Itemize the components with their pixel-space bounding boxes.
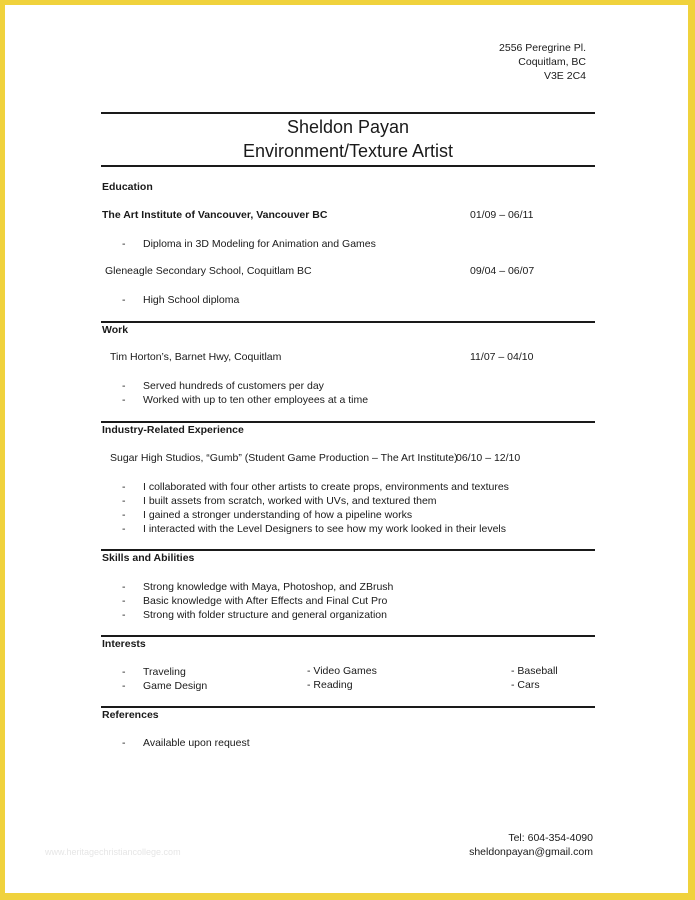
work-employer: Tim Horton’s, Barnet Hwy, Coquitlam [110,351,282,363]
watermark: www.heritagechristiancollege.com [45,847,181,857]
interests-heading: Interests [102,638,146,650]
bullet-dash: - [122,394,126,406]
bullet-dash: - [122,609,126,621]
industry-heading: Industry-Related Experience [102,424,244,436]
address-block [499,41,586,83]
list-item-text: Strong knowledge with Maya, Photoshop, and ZBrush [143,581,394,593]
references-heading: References [102,709,159,721]
bullet-dash: - [122,680,126,692]
bullet-dash: - [122,380,126,392]
section-rule [101,321,595,323]
list-item-text: Traveling [143,666,186,678]
address-line-3: V3E 2C4 [543,70,586,82]
list-item-text: Diploma in 3D Modeling for Animation and Games [143,238,376,250]
work-dates: 11/07 – 04/10 [470,351,534,363]
list-item-text: I collaborated with four other artists to create props, environments and textures [143,481,509,493]
contact-email[interactable]: sheldonpayan@gmail.com [469,846,593,858]
interest-item: - Video Games [307,665,377,677]
section-rule [101,635,595,637]
bullet-dash: - [122,595,126,607]
section-rule [101,549,595,551]
bullet-dash: - [122,238,126,250]
address-line-2: Coquitlam, BC [518,56,586,68]
bullet-dash: - [122,737,126,749]
resume-page [5,5,688,893]
bullet-dash: - [122,495,126,507]
contact-block [469,831,593,859]
list-item-text: I gained a stronger understanding of how a pipeline works [143,509,413,521]
education-heading: Education [102,181,153,193]
header-top-rule [101,112,595,114]
bullet-dash: - [122,481,126,493]
bullet-dash: - [122,523,126,535]
interest-item: - Baseball [511,665,558,677]
education-dates-2: 09/04 – 06/07 [470,265,535,277]
industry-employer: Sugar High Studios, “Gumb” (Student Game Production – The Art Institute) [110,452,458,464]
education-school-1: The Art Institute of Vancouver, Vancouver BC [102,209,328,221]
bullet-dash: - [122,294,126,306]
section-rule [101,421,595,423]
interest-item: - Cars [511,679,540,691]
section-rule [101,706,595,708]
list-item-text: Available upon request [143,737,250,749]
list-item-text: Strong with folder structure and general organization [143,609,387,621]
header-bottom-rule [101,165,595,167]
skills-heading: Skills and Abilities [102,552,195,564]
list-item-text: I interacted with the Level Designers to see how my work looked in their levels [143,523,507,535]
education-school-2: Gleneagle Secondary School, Coquitlam BC [105,265,312,277]
list-item-text: I built assets from scratch, worked with UVs, and textured them [143,495,437,507]
bullet-dash: - [122,509,126,521]
applicant-name: Sheldon Payan [286,117,410,137]
list-item-text: Worked with up to ten other employees at a time [143,394,369,406]
industry-dates: 06/10 – 12/10 [456,452,521,464]
bullet-dash: - [122,666,126,678]
contact-phone: Tel: 604-354-4090 [508,832,593,844]
list-item-text: Game Design [143,680,208,692]
list-item-text: Served hundreds of customers per day [143,380,324,392]
list-item-text: Basic knowledge with After Effects and Final Cut Pro [143,595,388,607]
list-item-text: High School diploma [143,294,240,306]
education-dates-1: 01/09 – 06/11 [470,209,534,221]
address-line-1: 2556 Peregrine Pl. [499,42,586,54]
work-heading: Work [102,324,129,336]
applicant-title: Environment/Texture Artist [242,141,454,161]
interest-item: - Reading [307,679,353,691]
bullet-dash: - [122,581,126,593]
